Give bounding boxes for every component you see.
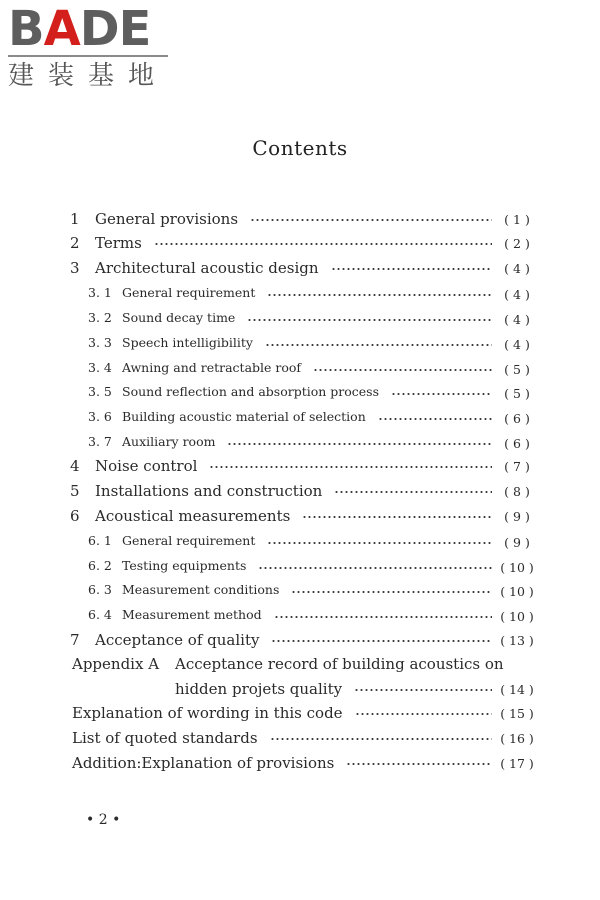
toc-entry-label: Installations and construction xyxy=(95,482,323,500)
toc-entry-page: ( 9 ) xyxy=(504,509,530,524)
toc-entry-number: 3. 2 xyxy=(88,310,112,325)
toc-leader-dots xyxy=(331,265,493,273)
toc-entry-page: ( 16 ) xyxy=(500,731,534,746)
toc-leader-dots xyxy=(271,637,492,645)
toc-entry-number: 6 xyxy=(70,507,80,525)
toc-entry-page: ( 6 ) xyxy=(504,411,530,426)
toc-entry-number: 1 xyxy=(70,210,80,228)
toc-entry-number: 3. 3 xyxy=(88,335,112,350)
toc-entry-page: ( 15 ) xyxy=(500,706,534,721)
toc-entry-number: 7 xyxy=(70,631,80,649)
toc-entry-page: ( 8 ) xyxy=(504,484,530,499)
toc-entry-number: 3 xyxy=(70,259,80,277)
toc-entry-label: List of quoted standards xyxy=(72,729,258,747)
toc-leader-dots xyxy=(274,613,492,621)
toc-entry-page: ( 14 ) xyxy=(500,682,534,697)
toc-entry-label: General requirement xyxy=(122,533,256,548)
logo-letters-b: B xyxy=(8,1,44,57)
toc-entry-page: ( 10 ) xyxy=(500,560,534,575)
toc-entry-label: hidden projets quality xyxy=(175,680,343,698)
toc-entry-label: Measurement conditions xyxy=(122,582,280,597)
toc-entry-number: 6. 2 xyxy=(88,558,112,573)
toc-entry-number: 6. 4 xyxy=(88,607,112,622)
toc-entry-number: Appendix A xyxy=(72,655,160,673)
toc-entry-label: Terms xyxy=(95,234,142,252)
toc-leader-dots xyxy=(209,463,492,471)
toc-entry-page: ( 2 ) xyxy=(504,236,530,251)
toc-leader-dots xyxy=(391,390,492,398)
toc-entry-label: Acceptance of quality xyxy=(95,631,260,649)
toc-leader-dots xyxy=(291,588,492,596)
toc-entry-page: ( 13 ) xyxy=(500,633,534,648)
toc-entry-page: ( 4 ) xyxy=(504,261,530,276)
logo-letter-a: A xyxy=(43,1,80,57)
page-number: • 2 • xyxy=(86,812,121,828)
page-title: Contents xyxy=(252,136,348,160)
toc-entry-number: 6. 3 xyxy=(88,582,112,597)
toc-entry-number: 6. 1 xyxy=(88,533,112,548)
toc-entry-page: ( 4 ) xyxy=(504,287,530,302)
logo-subtitle: 建装基地 xyxy=(8,61,169,91)
toc-entry-number: 3. 7 xyxy=(88,434,112,449)
toc-leader-dots xyxy=(378,415,492,423)
toc-leader-dots xyxy=(247,316,492,324)
toc-entry-number: 3. 5 xyxy=(88,384,112,399)
toc-entry-label: Architectural acoustic design xyxy=(95,259,319,277)
toc-leader-dots xyxy=(227,440,492,448)
toc-entry-label: Awning and retractable roof xyxy=(122,360,302,375)
toc-entry-page: ( 10 ) xyxy=(500,609,534,624)
toc-entry-page: ( 5 ) xyxy=(504,386,530,401)
toc-entry-page: ( 7 ) xyxy=(504,459,530,474)
toc-leader-dots xyxy=(250,216,492,224)
toc-entry-page: ( 5 ) xyxy=(504,362,530,377)
toc-leader-dots xyxy=(313,366,492,374)
toc-leader-dots xyxy=(346,760,492,768)
toc-leader-dots xyxy=(265,341,492,349)
toc-entry-label: Speech intelligibility xyxy=(122,335,253,350)
toc-leader-dots xyxy=(354,686,492,694)
toc-entry-label: Auxiliary room xyxy=(122,434,216,449)
toc-entry-number: 3. 6 xyxy=(88,409,112,424)
toc-entry-label: General requirement xyxy=(122,285,256,300)
toc-entry-page: ( 10 ) xyxy=(500,584,534,599)
toc-entry-number: 3. 4 xyxy=(88,360,112,375)
toc-entry-label: Noise control xyxy=(95,457,198,475)
toc-entry-label: Building acoustic material of selection xyxy=(122,409,366,424)
toc-leader-dots xyxy=(270,735,492,743)
toc-entry-label: Acoustical measurements xyxy=(95,507,291,525)
toc-entry-number: 5 xyxy=(70,482,80,500)
toc-leader-dots xyxy=(355,710,492,718)
toc-entry-page: ( 4 ) xyxy=(504,312,530,327)
toc-leader-dots xyxy=(258,564,492,572)
toc-leader-dots xyxy=(334,488,492,496)
toc-entry-label: Measurement method xyxy=(122,607,262,622)
toc-entry-label: Sound reflection and absorption process xyxy=(122,384,379,399)
toc-entry-page: ( 6 ) xyxy=(504,436,530,451)
toc-entry-label: Testing equipments xyxy=(122,558,247,573)
toc-entry-label: Addition:Explanation of provisions xyxy=(72,754,335,772)
toc-leader-dots xyxy=(154,240,492,248)
toc-leader-dots xyxy=(267,539,492,547)
toc-entry-number: 4 xyxy=(70,457,80,475)
toc-leader-dots xyxy=(267,291,492,299)
toc-entry-label: General provisions xyxy=(95,210,239,228)
toc-entry-page: ( 4 ) xyxy=(504,337,530,352)
toc-leader-dots xyxy=(302,513,492,521)
toc-entry-number: 3. 1 xyxy=(88,285,112,300)
logo-letters-de: DE xyxy=(79,1,151,57)
toc-entry-label: Sound decay time xyxy=(122,310,236,325)
toc-entry-label: Acceptance record of building acoustics on xyxy=(175,655,504,673)
toc-entry-label: Explanation of wording in this code xyxy=(72,704,343,722)
toc-entry-page: ( 1 ) xyxy=(504,212,530,227)
toc-entry-page: ( 17 ) xyxy=(500,756,534,771)
toc-entry-page: ( 9 ) xyxy=(504,535,530,550)
toc-entry-number: 2 xyxy=(70,234,80,252)
